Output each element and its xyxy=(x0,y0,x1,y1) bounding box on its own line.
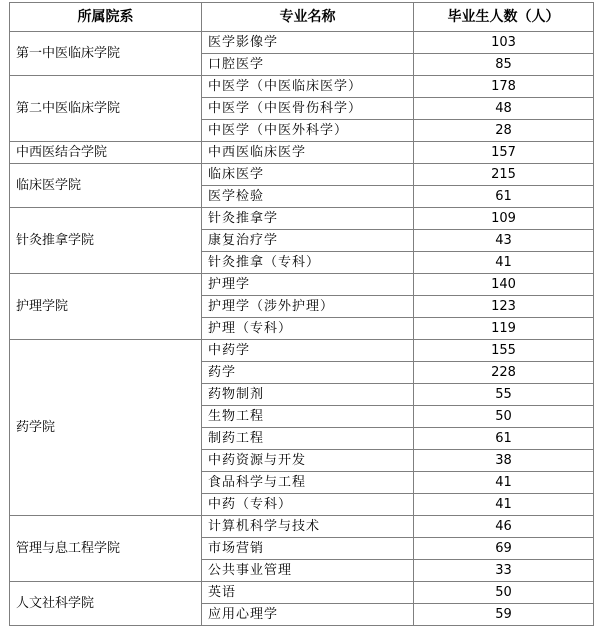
department-cell: 第一中医临床学院 xyxy=(10,32,202,76)
major-cell: 中医学（中医骨伤科学） xyxy=(202,98,414,120)
count-cell: 228 xyxy=(414,362,594,384)
major-cell: 针灸推拿（专科） xyxy=(202,252,414,274)
count-cell: 50 xyxy=(414,406,594,428)
major-cell: 制药工程 xyxy=(202,428,414,450)
header-row xyxy=(10,3,594,32)
table-row xyxy=(10,516,594,538)
count-cell: 61 xyxy=(414,186,594,208)
major-cell: 护理学（涉外护理） xyxy=(202,296,414,318)
major-cell: 食品科学与工程 xyxy=(202,472,414,494)
major-cell: 口腔医学 xyxy=(202,54,414,76)
major-cell: 公共事业管理 xyxy=(202,560,414,582)
graduates-table xyxy=(9,2,594,626)
count-cell: 178 xyxy=(414,76,594,98)
major-cell: 针灸推拿学 xyxy=(202,208,414,230)
header-department: 所属院系 xyxy=(10,3,202,32)
major-cell: 中西医临床医学 xyxy=(202,142,414,164)
major-cell: 中医学（中医外科学） xyxy=(202,120,414,142)
major-cell: 计算机科学与技术 xyxy=(202,516,414,538)
count-cell: 46 xyxy=(414,516,594,538)
table-row xyxy=(10,76,594,98)
table-row xyxy=(10,274,594,296)
table-header xyxy=(10,3,594,32)
count-cell: 109 xyxy=(414,208,594,230)
header-count: 毕业生人数（人） xyxy=(414,3,594,32)
major-cell: 护理学 xyxy=(202,274,414,296)
major-cell: 医学检验 xyxy=(202,186,414,208)
department-cell: 第二中医临床学院 xyxy=(10,76,202,142)
department-cell: 护理学院 xyxy=(10,274,202,340)
major-cell: 医学影像学 xyxy=(202,32,414,54)
count-cell: 140 xyxy=(414,274,594,296)
table-row xyxy=(10,164,594,186)
major-cell: 康复治疗学 xyxy=(202,230,414,252)
table-row xyxy=(10,582,594,604)
department-cell: 人文社科学院 xyxy=(10,582,202,626)
count-cell: 28 xyxy=(414,120,594,142)
count-cell: 41 xyxy=(414,252,594,274)
major-cell: 应用心理学 xyxy=(202,604,414,626)
count-cell: 41 xyxy=(414,472,594,494)
count-cell: 33 xyxy=(414,560,594,582)
major-cell: 临床医学 xyxy=(202,164,414,186)
department-cell: 管理与息工程学院 xyxy=(10,516,202,582)
count-cell: 48 xyxy=(414,98,594,120)
count-cell: 38 xyxy=(414,450,594,472)
count-cell: 61 xyxy=(414,428,594,450)
major-cell: 中药资源与开发 xyxy=(202,450,414,472)
header-major: 专业名称 xyxy=(202,3,414,32)
count-cell: 215 xyxy=(414,164,594,186)
count-cell: 119 xyxy=(414,318,594,340)
count-cell: 157 xyxy=(414,142,594,164)
major-cell: 药学 xyxy=(202,362,414,384)
department-cell: 针灸推拿学院 xyxy=(10,208,202,274)
table-body xyxy=(10,32,594,626)
major-cell: 生物工程 xyxy=(202,406,414,428)
count-cell: 43 xyxy=(414,230,594,252)
count-cell: 55 xyxy=(414,384,594,406)
department-cell: 药学院 xyxy=(10,340,202,516)
department-cell: 中西医结合学院 xyxy=(10,142,202,164)
table-row xyxy=(10,208,594,230)
table-row xyxy=(10,340,594,362)
major-cell: 药物制剂 xyxy=(202,384,414,406)
table-row xyxy=(10,142,594,164)
major-cell: 护理（专科） xyxy=(202,318,414,340)
count-cell: 59 xyxy=(414,604,594,626)
count-cell: 41 xyxy=(414,494,594,516)
count-cell: 50 xyxy=(414,582,594,604)
major-cell: 中药学 xyxy=(202,340,414,362)
major-cell: 中医学（中医临床医学） xyxy=(202,76,414,98)
count-cell: 69 xyxy=(414,538,594,560)
major-cell: 中药（专科） xyxy=(202,494,414,516)
count-cell: 155 xyxy=(414,340,594,362)
major-cell: 市场营销 xyxy=(202,538,414,560)
major-cell: 英语 xyxy=(202,582,414,604)
count-cell: 123 xyxy=(414,296,594,318)
count-cell: 85 xyxy=(414,54,594,76)
table-row xyxy=(10,32,594,54)
department-cell: 临床医学院 xyxy=(10,164,202,208)
count-cell: 103 xyxy=(414,32,594,54)
